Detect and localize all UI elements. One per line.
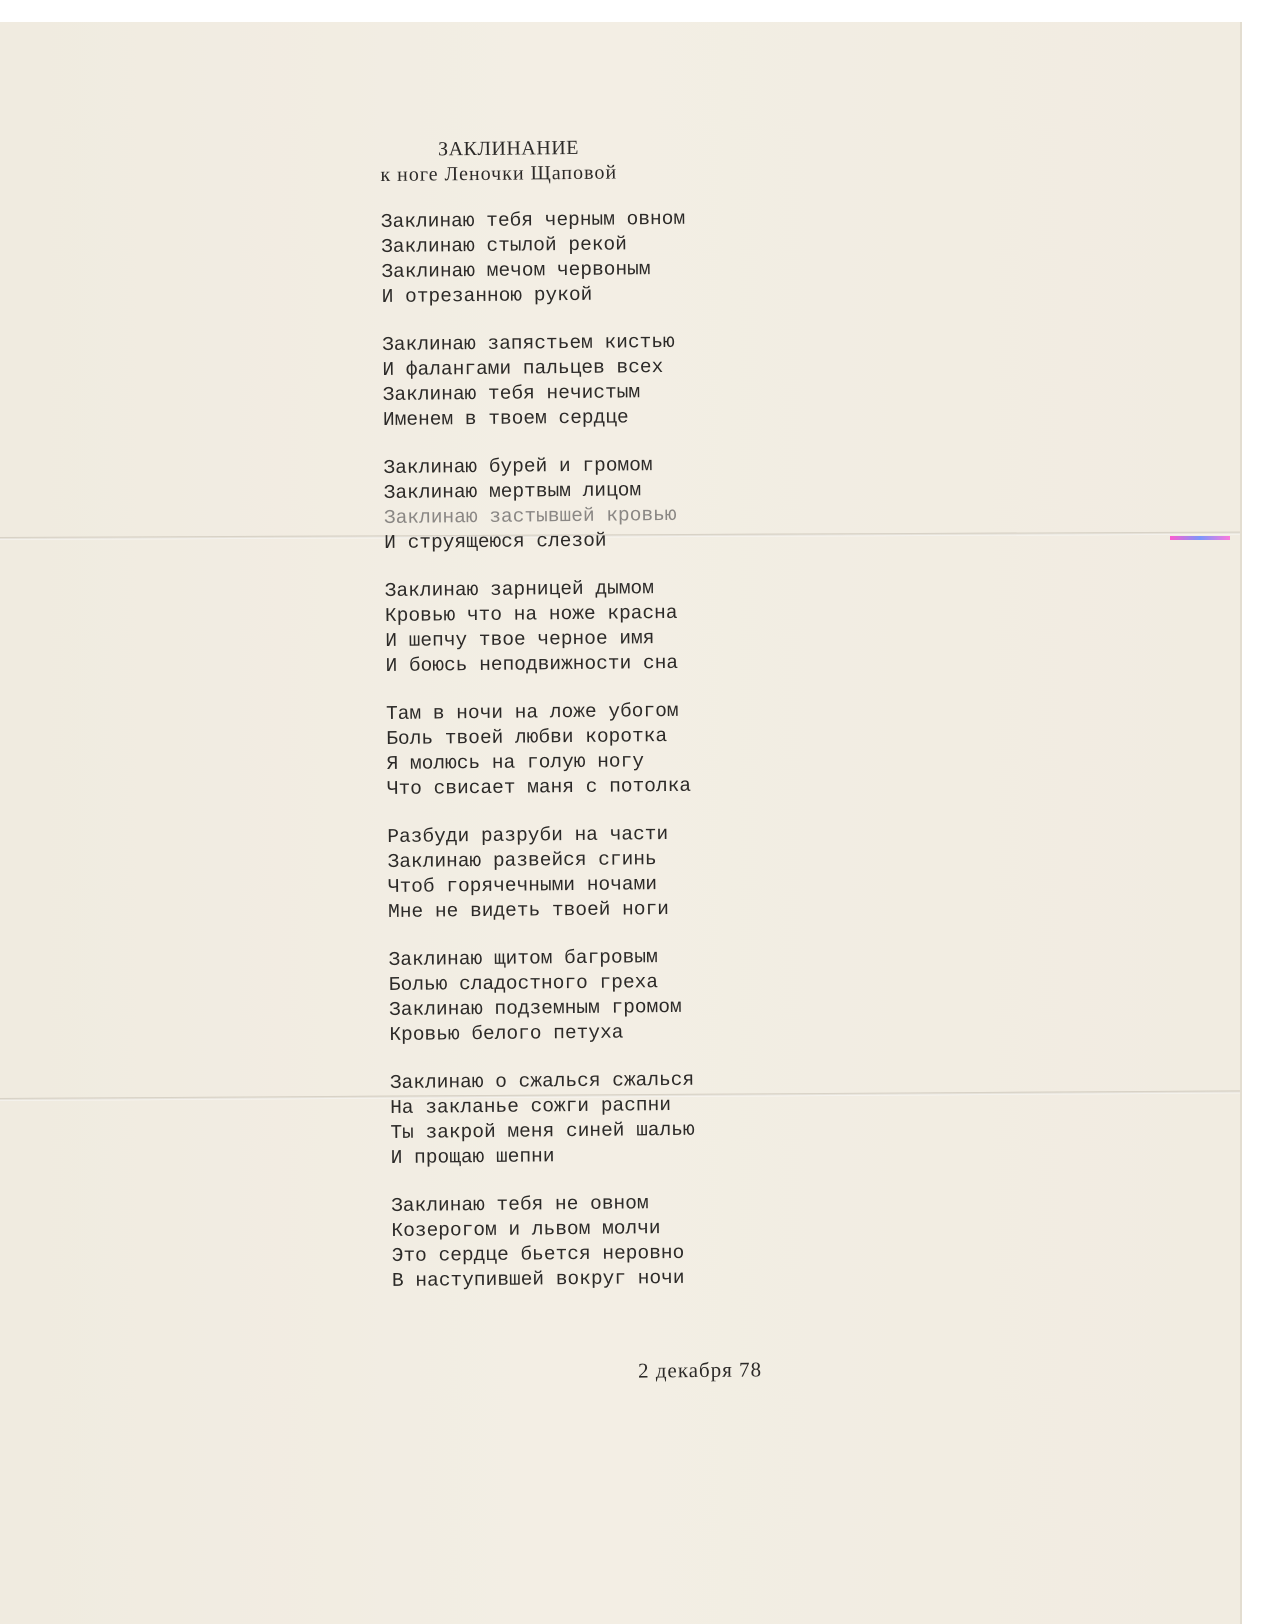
poem-line: Заклинаю бурей и громом bbox=[383, 454, 653, 479]
poem-date: 2 декабря 78 bbox=[637, 1357, 763, 1383]
poem-line: Заклинаю тебя не овном bbox=[391, 1192, 649, 1217]
poem-line: Заклинаю тебя нечистым bbox=[382, 381, 641, 406]
poem-line: Чтоб горячечными ночами bbox=[387, 873, 658, 898]
poem-line: Это сердце бьется неровно bbox=[391, 1241, 685, 1267]
poem-line: Болью сладостного греха bbox=[388, 971, 659, 996]
poem-line: Козерогом и львом молчи bbox=[391, 1217, 661, 1242]
poem-line: Ты закрой меня синей шалью bbox=[390, 1118, 695, 1144]
poem-line: Что свисает маня с потолка bbox=[386, 774, 692, 800]
stanza bbox=[386, 699, 691, 802]
stanza bbox=[391, 1191, 696, 1294]
poem-line: Там в ночи на ложе убогом bbox=[385, 699, 679, 725]
poem-line: И струящеюся слезой bbox=[384, 529, 607, 554]
poem bbox=[380, 135, 697, 1317]
stanza bbox=[388, 945, 693, 1048]
poem-line: Заклинаю мертвым лицом bbox=[383, 479, 642, 504]
poem-line: Заклинаю запястьем кистью bbox=[382, 330, 675, 356]
poem-line: Заклинаю зарницей дымом bbox=[384, 577, 655, 602]
poem-line: И прощаю шепни bbox=[390, 1145, 555, 1169]
poem-line: Заклинаю стылой рекой bbox=[381, 233, 627, 258]
stanza bbox=[383, 453, 688, 556]
poem-line: И отрезанною рукой bbox=[381, 283, 593, 308]
poem-line: На закланье сожги распни bbox=[390, 1094, 672, 1119]
poem-line: Заклинаю застывшей кровью bbox=[383, 503, 677, 529]
poem-title: ЗАКЛИНАНИЕ bbox=[438, 136, 580, 161]
poem-line: Мне не видеть твоей ноги bbox=[387, 898, 670, 923]
poem-line: И шепчу твое черное имя bbox=[385, 627, 655, 652]
poem-line: И фалангами пальцев всех bbox=[382, 356, 664, 381]
poem-line: Заклинаю развейся сгинь bbox=[387, 848, 657, 873]
poem-line: Именем в твоем сердце bbox=[382, 406, 629, 431]
poem-line: Я молюсь на голую ногу bbox=[386, 750, 645, 775]
stanza bbox=[387, 822, 692, 925]
poem-line: Разбуди разруби на части bbox=[387, 823, 669, 848]
ink-mark bbox=[1170, 536, 1230, 540]
poem-line: Кровью что на ноже красна bbox=[384, 601, 678, 627]
poem-line: И боюсь неподвижности сна bbox=[385, 651, 679, 677]
stanza bbox=[385, 576, 690, 679]
poem-line: Заклинаю тебя черным овном bbox=[380, 207, 686, 233]
stanza bbox=[381, 207, 686, 310]
stanza bbox=[382, 330, 687, 433]
poem-line: Заклинаю подземным громом bbox=[389, 995, 682, 1021]
poem-line: Заклинаю мечом червоным bbox=[381, 258, 651, 283]
poem-line: Заклинаю о сжалься сжалься bbox=[389, 1068, 695, 1094]
poem-subtitle: к ноге Леночки Щаповой bbox=[380, 161, 618, 186]
poem-line: Кровью белого петуха bbox=[389, 1021, 624, 1046]
poem-line: Боль твоей любви коротка bbox=[386, 725, 668, 750]
stanza bbox=[390, 1068, 695, 1171]
poem-line: В наступившей вокруг ночи bbox=[391, 1266, 685, 1292]
poem-line: Заклинаю щитом багровым bbox=[388, 946, 658, 971]
